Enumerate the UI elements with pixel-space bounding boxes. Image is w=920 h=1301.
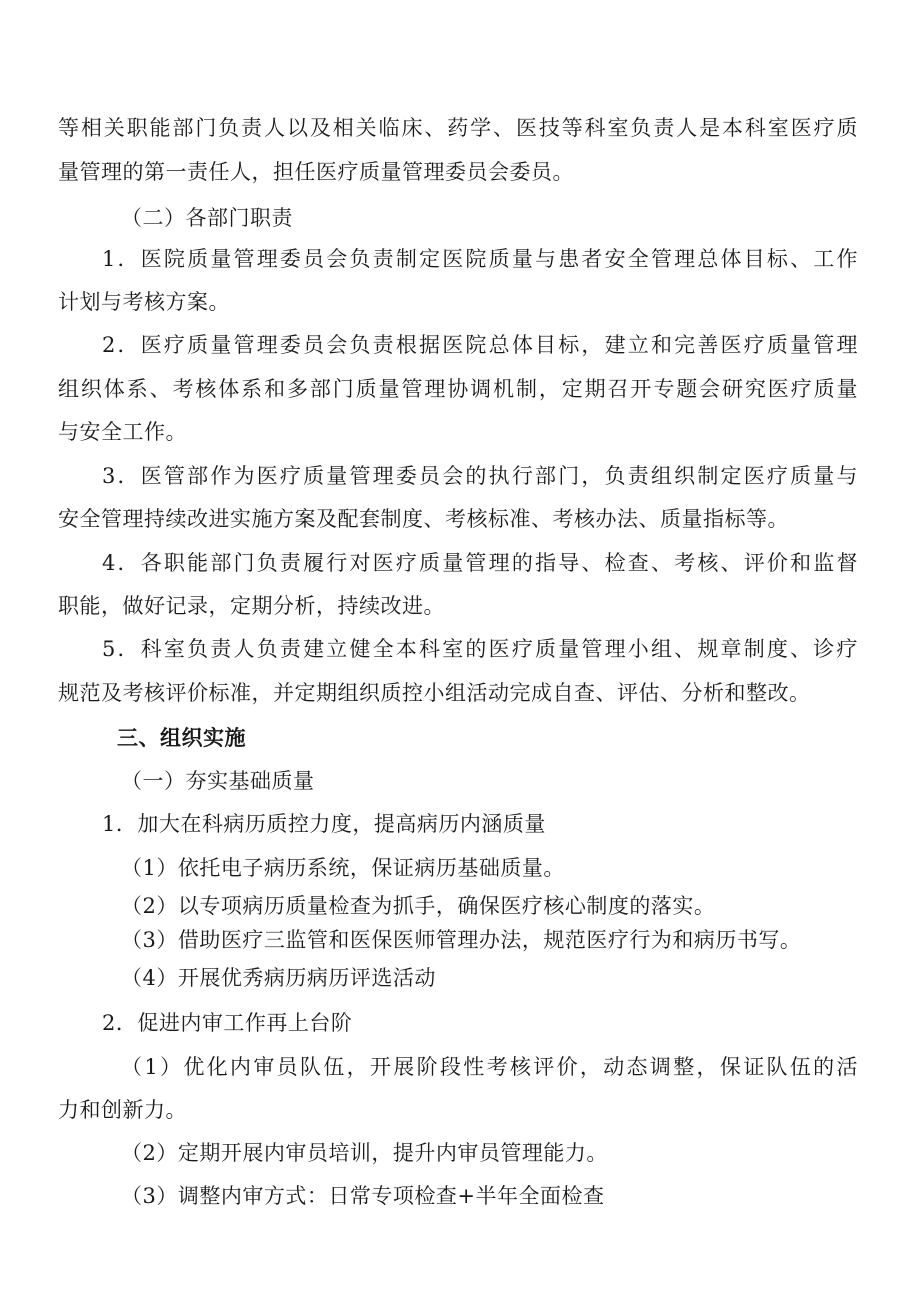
intro-line-1: 等相关职能部门负责人以及相关临床、药学、医技等科室负责人是本科室医疗质 (58, 116, 858, 140)
intro-line-2: 量管理的第一责任人，担任医疗质量管理委员会委员。 (58, 160, 574, 184)
duty-3-line-2: 安全管理持续改进实施方案及配套制度、考核标准、考核办法、质量指标等。 (58, 507, 789, 531)
duty-2-line-3: 与安全工作。 (58, 420, 187, 444)
item-1-title: 1．加大在科病历质控力度，提高病历内涵质量 (102, 812, 546, 836)
duty-3-line-1: 3．医管部作为医疗质量管理委员会的执行部门，负责组织制定医疗质量与 (102, 464, 858, 488)
duty-4-line-1: 4．各职能部门负责履行对医疗质量管理的指导、检查、考核、评价和监督 (102, 551, 858, 575)
item-2-title: 2．促进内审工作再上台阶 (102, 1011, 353, 1035)
sub-heading-basic-quality: （一）夯实基础质量 (121, 769, 315, 793)
item-2-sub-3: （3）调整内审方式：日常专项检查+半年全面检查 (121, 1184, 605, 1208)
duty-5-line-2: 规范及考核评价标准，并定期组织质控小组活动完成自查、评估、分析和整改。 (58, 681, 811, 705)
item-1-sub-1: （1）依托电子病历系统，保证病历基础质量。 (121, 856, 565, 880)
duty-2-line-1: 2．医疗质量管理委员会负责根据医院总体目标，建立和完善医疗质量管理 (102, 333, 858, 357)
item-2-sub-1-line-1: （1）优化内审员队伍，开展阶段性考核评价，动态调整，保证队伍的活 (121, 1055, 858, 1079)
item-1-sub-4: （4）开展优秀病历病历评选活动 (121, 966, 436, 990)
duty-4-line-2: 职能，做好记录，定期分析，持续改进。 (58, 594, 445, 618)
duty-1-line-2: 计划与考核方案。 (58, 290, 230, 314)
item-2-sub-2: （2）定期开展内审员培训，提升内审员管理能力。 (121, 1141, 608, 1165)
duty-1-line-1: 1．医院质量管理委员会负责制定医院质量与患者安全管理总体目标、工作 (102, 247, 858, 271)
duty-2-line-2: 组织体系、考核体系和多部门质量管理协调机制，定期召开专题会研究医疗质量 (58, 377, 858, 401)
item-1-sub-2: （2）以专项病历质量检查为抓手，确保医疗核心制度的落实。 (121, 894, 716, 918)
section-3-heading: 三、组织实施 (117, 726, 246, 750)
item-1-sub-3: （3）借助医疗三监管和医保医师管理办法，规范医疗行为和病历书写。 (121, 928, 802, 952)
duty-5-line-1: 5．科室负责人负责建立健全本科室的医疗质量管理小组、规章制度、诊疗 (102, 637, 858, 661)
sub-heading-departments: （二）各部门职责 (121, 206, 293, 230)
item-2-sub-1-line-2: 力和创新力。 (58, 1098, 187, 1122)
